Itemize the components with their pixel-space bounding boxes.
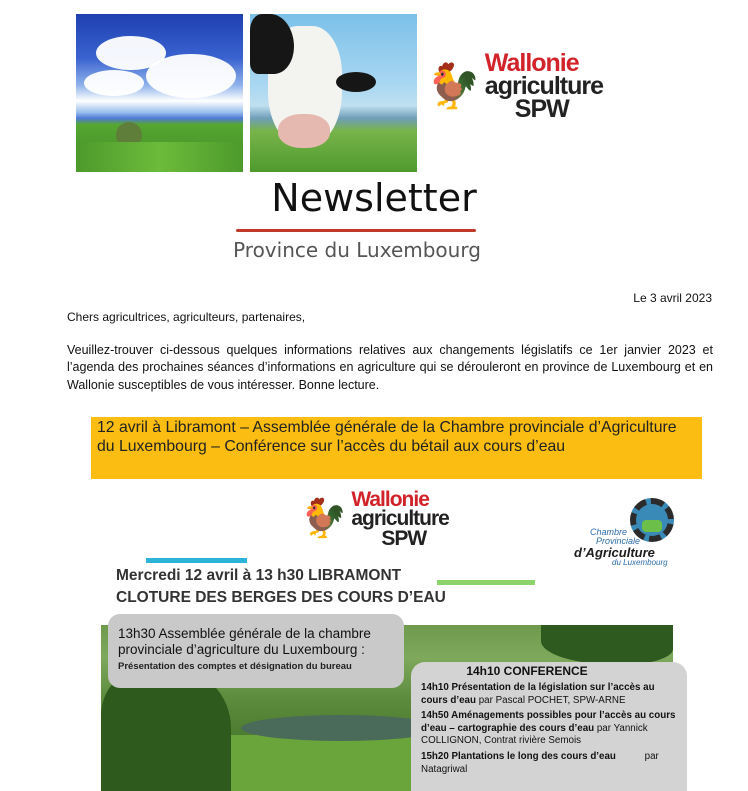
banner-edge (699, 417, 702, 479)
assembly-heading: 13h30 Assemblée générale de la chambre provinciale d’agriculture du Luxembourg : (118, 626, 371, 658)
cow-photo (250, 14, 417, 172)
title-divider (236, 229, 476, 232)
letter-date: Le 3 avril 2023 (633, 291, 712, 305)
rooster-icon: 🐓 (300, 497, 348, 540)
newsletter-title: Newsletter (271, 176, 477, 220)
assembly-sub: Présentation des comptes et désignation du bureau (118, 661, 352, 673)
decor-bar-green (437, 580, 535, 585)
conference-item: 15h20 Plantations le long des cours d’eau par Natagriwal (421, 751, 659, 775)
assembly-box (108, 614, 404, 688)
intro-paragraph: Veuillez-trouver ci-dessous quelques informations relatives aux changements législatifs ce 1er janvier 2023 et l’agenda des prochaines séances d’informations en agriculture qui se dérouleront en province de Luxembourg et en Wallonie susceptibles de vous intéresser. Bonne lecture. (67, 343, 713, 392)
sky-field-photo (76, 14, 243, 172)
wallonie-agriculture-logo: 🐓 Wallonie agriculture SPW (426, 49, 603, 123)
conference-item: 14h50 Aménagements possibles pour l’accès au cours d’eau – cartographie des cours d’eau par Yannick COLLIGNON, Contrat rivière Semois (421, 710, 676, 747)
conference-item: 14h10 Présentation de la législation sur l’accès au cours d’eau par Pascal POCHET, SPW-ARNE (421, 682, 655, 706)
conference-box (411, 662, 687, 791)
rooster-icon: 🐓 (426, 61, 481, 111)
decor-bar-cyan (146, 558, 247, 563)
event-topic-line: CLOTURE DES BERGES DES COURS D’EAU (116, 589, 446, 606)
flyer-wallonie-logo: 🐓 Wallonie agriculture SPW (300, 488, 449, 550)
newsletter-subtitle: Province du Luxembourg (233, 238, 481, 262)
chambre-provinciale-logo: Chambre Provinciale d’Agriculture du Luxembourg (574, 498, 684, 574)
greeting: Chers agricultrices, agriculteurs, partenaires, (67, 310, 306, 324)
conference-heading: 14h10 CONFERENCE (466, 664, 588, 678)
event-date-line: Mercredi 12 avril à 13 h30 LIBRAMONT (116, 567, 402, 584)
event-banner: 12 avril à Libramont – Assemblée générale de la Chambre provinciale d’Agriculture du Luxembourg – Conférence sur l’accès du bétail aux cours d’eau (91, 417, 699, 479)
